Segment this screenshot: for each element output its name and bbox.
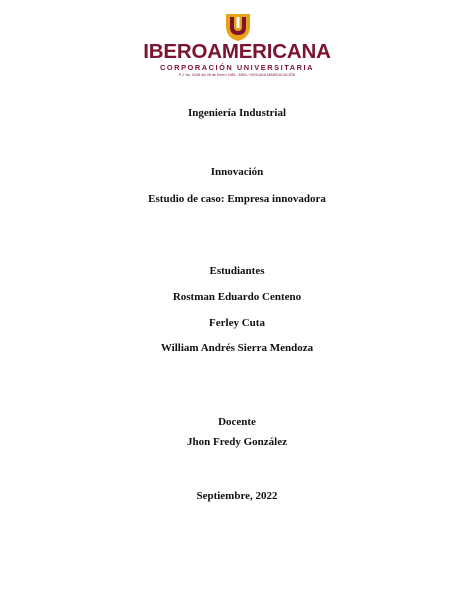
- teacher-name: Jhon Fredy González: [186, 436, 287, 448]
- assignment-title: Estudio de caso: Empresa innovadora: [148, 193, 326, 205]
- student-name: Rostman Eduardo Centeno: [172, 291, 302, 303]
- logo-subtitle: CORPORACIÓN UNIVERSITARIA: [160, 63, 314, 72]
- university-logo: [0, 8, 474, 78]
- logo-wordmark: IBEROAMERICANA: [143, 40, 331, 63]
- teacher-heading: Docente: [218, 416, 256, 428]
- student-name: William Andrés Sierra Mendoza: [160, 342, 314, 354]
- program-title: Ingeniería Industrial: [187, 107, 287, 119]
- logo-legal-text: P.J. No. 0428 del 28 de Enero 1982 - MEN / VIGILADA MINEDUCACIÓN: [178, 73, 296, 77]
- student-name: Ferley Cuta: [209, 317, 265, 329]
- date-text: Septiembre, 2022: [196, 490, 278, 502]
- students-heading: Estudiantes: [209, 265, 265, 277]
- iberoamericana-shield-icon: [223, 12, 253, 42]
- course-title: Innovación: [210, 166, 264, 178]
